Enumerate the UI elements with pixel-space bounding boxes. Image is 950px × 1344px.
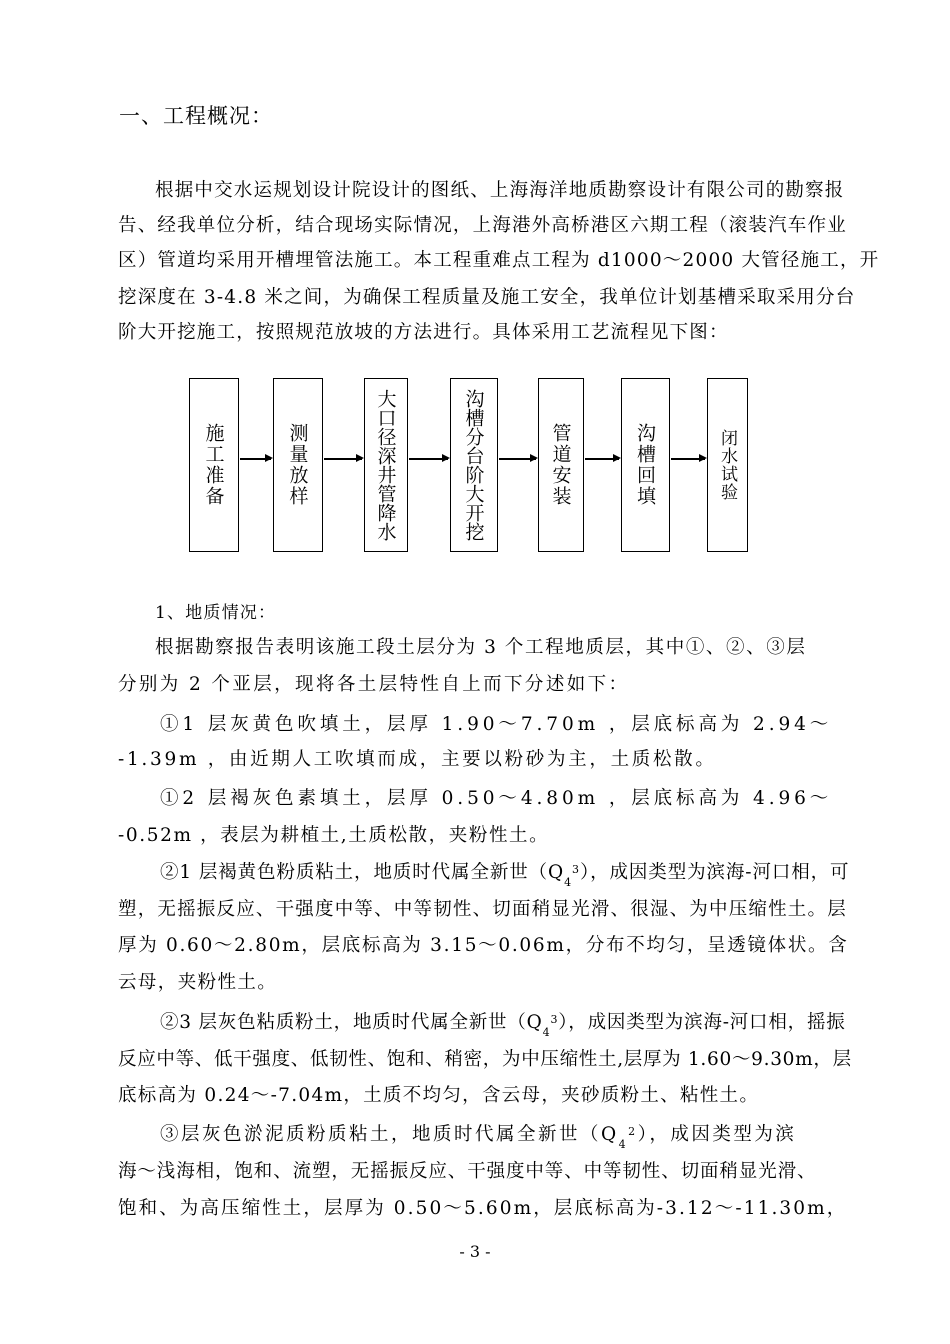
layer12-line-2: -0.52m ，表层为耕植土,土质松散，夹粉性土。 (118, 825, 550, 846)
flow-step-5-label: 管道安装 (549, 423, 572, 507)
flow-step-3-label: 大口径深井管降水 (374, 389, 397, 541)
layer23-line-2: 反应中等、低干强度、低韧性、饱和、稍密，为中压缩性土,层厚为 1.60～9.30m，层 (118, 1049, 852, 1070)
layer23-line-3: 底标高为 0.24～-7.04m，土质不均匀，含云母，夹砂质粉土、粘性土。 (118, 1085, 760, 1106)
flow-step-5 (538, 378, 584, 552)
page-number: - 3 - (459, 1242, 491, 1261)
flow-step-3 (364, 378, 408, 552)
layer3-line-1 (160, 1120, 797, 1151)
intro-line-1: 根据中交水运规划设计院设计的图纸、上海海洋地质勘察设计有限公司的勘察报 (155, 180, 845, 201)
layer21-text-a: ②1 层褐黄色粉质粘土，地质时代属全新世（Q (160, 862, 565, 883)
intro-line-2: 告、经我单位分析，结合现场实际情况，上海港外高桥港区六期工程（滚装汽车作业 (118, 215, 847, 236)
layer3-text-b: ），成因类型为滨 (637, 1124, 797, 1145)
layer11-line-2: -1.39m ，由近期人工吹填而成，主要以粉砂为主，土质松散。 (118, 749, 717, 770)
layer21-line-3: 厚为 0.60～2.80m，层底标高为 3.15～0.06m，分布不均匀，呈透镜体状。含 (118, 935, 849, 956)
q-subscript: 4 (542, 1026, 551, 1039)
q-superscript: 2 (628, 1125, 638, 1138)
section-heading: 一、工程概况： (119, 104, 273, 128)
flow-step-6 (621, 378, 670, 552)
flow-arrow (585, 458, 619, 460)
q-subscript: 4 (618, 1138, 629, 1151)
flow-step-4 (450, 378, 498, 552)
layer3-line-2: 海～浅海相，饱和、流塑，无摇振反应、干强度中等、中等韧性、切面稍显光滑、 (118, 1161, 817, 1182)
flow-step-2 (273, 378, 323, 552)
layer3-text-a: ③层灰色淤泥质粉质粘土，地质时代属全新世（Q (160, 1124, 619, 1145)
layer21-text-b: ），成因类型为滨海-河口相，可 (579, 862, 850, 883)
flow-arrow (324, 458, 362, 460)
flow-arrow (240, 458, 271, 460)
layer12-line-1: ①2 层褐灰色素填土，层厚 0.50～4.80m ，层底标高为 4.96～ (160, 788, 833, 809)
para1-line-2: 分别为 2 个亚层，现将各土层特性自上而下分述如下： (118, 674, 630, 695)
layer21-line-1 (160, 858, 850, 889)
flow-step-6-label: 沟槽回填 (634, 423, 656, 507)
subsection-title: 1、地质情况： (155, 603, 277, 623)
layer11-line-1: ①1 层灰黄色吹填土，层厚 1.90～7.70m ，层底标高为 2.94～ (160, 714, 833, 735)
flow-arrow (409, 458, 448, 460)
para1-line-1: 根据勘察报告表明该施工段土层分为 3 个工程地质层，其中①、②、③层 (155, 637, 807, 658)
flow-step-1 (189, 378, 239, 552)
flow-arrow (671, 458, 705, 460)
layer21-line-4: 云母，夹粉性土。 (118, 972, 278, 993)
intro-line-5: 阶大开挖施工，按照规范放坡的方法进行。具体采用工艺流程见下图： (118, 322, 729, 343)
q-superscript: 3 (572, 863, 580, 876)
layer23-text-b: ），成因类型为滨海-河口相，摇振 (558, 1012, 846, 1033)
layer21-line-2: 塑，无摇振反应、干强度中等、中等韧性、切面稍显光滑、很湿、为中压缩性土。层 (118, 899, 847, 920)
q-superscript: 3 (550, 1013, 559, 1026)
flow-step-7-label: 闭水试验 (717, 429, 737, 501)
layer3-line-3: 饱和、为高压缩性土，层厚为 0.50～5.60m，层底标高为-3.12～-11.30m， (118, 1198, 848, 1219)
flow-arrow (499, 458, 536, 460)
flow-step-1-label: 施工准备 (202, 423, 225, 507)
layer23-line-1 (160, 1008, 846, 1039)
flow-step-7 (707, 378, 748, 552)
layer23-text-a: ②3 层灰色粘质粉土，地质时代属全新世（Q (160, 1012, 543, 1033)
q-subscript: 4 (564, 876, 573, 889)
intro-line-4: 挖深度在 3-4.8 米之间，为确保工程质量及施工安全，我单位计划基槽采取采用分台 (118, 287, 856, 308)
intro-line-3: 区）管道均采用开槽埋管法施工。本工程重难点工程为 d1000～2000 大管径施工，开 (118, 250, 880, 271)
flow-step-2-label: 测量放样 (286, 423, 309, 507)
flow-step-4-label: 沟槽分台阶大开挖 (462, 389, 485, 541)
